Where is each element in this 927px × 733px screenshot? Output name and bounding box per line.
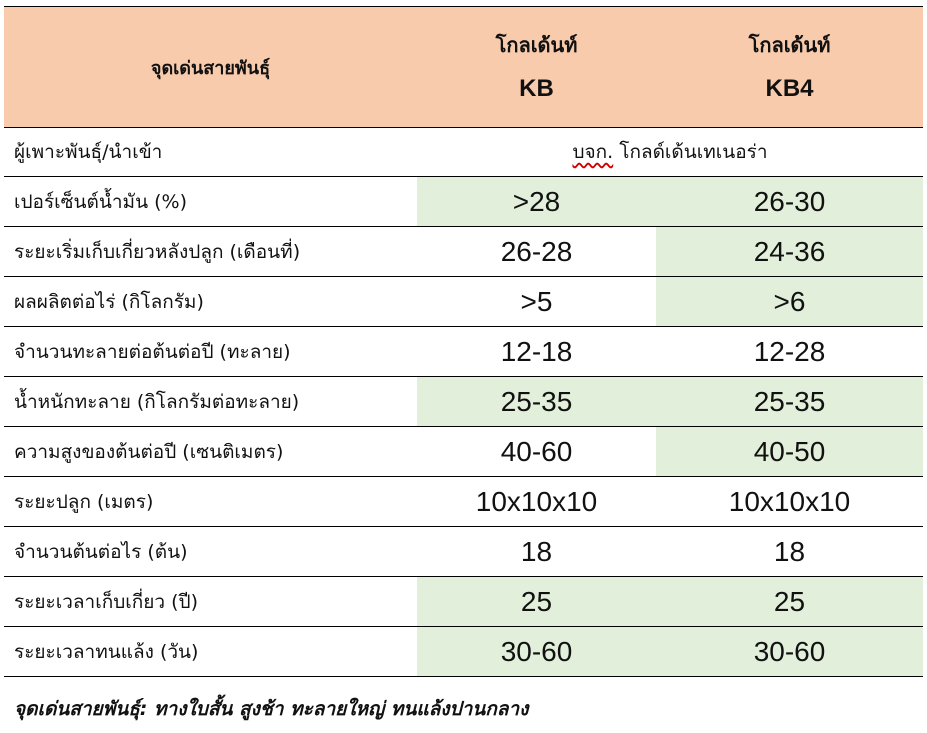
table-row	[4, 527, 923, 577]
value-kb: 18	[417, 527, 656, 577]
value-kb: 10x10x10	[417, 477, 656, 527]
row-label: ระยะปลูก (เมตร)	[4, 477, 417, 527]
breeder-row	[4, 128, 923, 177]
row-label: น้ำหนักทะลาย (กิโลกรัมต่อทะลาย)	[4, 377, 417, 427]
table-row	[4, 477, 923, 527]
value-kb4: 10x10x10	[656, 477, 923, 527]
value-kb: >5	[417, 277, 656, 327]
breeder-label: ผู้เพาะพันธุ์/นำเข้า	[4, 128, 417, 177]
value-kb4: 25-35	[656, 377, 923, 427]
variety-header-kb4	[656, 7, 923, 128]
value-kb: 12-18	[417, 327, 656, 377]
value-kb4: >6	[656, 277, 923, 327]
row-label: ระยะเริ่มเก็บเกี่ยวหลังปลูก (เดือนที่)	[4, 227, 417, 277]
value-kb4: 12-28	[656, 327, 923, 377]
breeder-value	[417, 128, 923, 177]
value-kb4: 40-50	[656, 427, 923, 477]
row-label: จำนวนต้นต่อไร (ต้น)	[4, 527, 417, 577]
table-row	[4, 177, 923, 227]
value-kb4: 25	[656, 577, 923, 627]
variety-kb4-code: KB4	[765, 75, 814, 102]
variety-kb4-brand: โกลเด้นท์	[748, 33, 831, 57]
table-row	[4, 377, 923, 427]
variety-comparison-table	[4, 6, 923, 677]
value-kb4: 30-60	[656, 627, 923, 677]
value-kb: 26-28	[417, 227, 656, 277]
table-row	[4, 627, 923, 677]
value-kb: 40-60	[417, 427, 656, 477]
table-row	[4, 427, 923, 477]
value-kb4: 26-30	[656, 177, 923, 227]
table-row	[4, 277, 923, 327]
value-kb4: 24-36	[656, 227, 923, 277]
value-kb: 25-35	[417, 377, 656, 427]
value-kb: 25	[417, 577, 656, 627]
row-label: ระยะเวลาเก็บเกี่ยว (ปี)	[4, 577, 417, 627]
row-label: เปอร์เซ็นต์น้ำมัน (%)	[4, 177, 417, 227]
value-kb: 30-60	[417, 627, 656, 677]
row-label: ผลผลิตต่อไร่ (กิโลกรัม)	[4, 277, 417, 327]
variety-kb-brand: โกลเด้นท์	[495, 33, 578, 57]
table-row	[4, 577, 923, 627]
value-kb4: 18	[656, 527, 923, 577]
variety-kb-code: KB	[519, 75, 554, 102]
footnote: จุดเด่นสายพันธุ์: ทางใบสั้น สูงช้า ทะลายใหญ่ ทนแล้งปานกลาง	[14, 698, 529, 720]
breeder-company-name: โกลด์เด้นเทเนอร่า	[613, 141, 768, 163]
row-label: ระยะเวลาทนแล้ง (วัน)	[4, 627, 417, 677]
breeder-company-prefix: บจก.	[572, 141, 614, 163]
data-rows	[4, 177, 923, 677]
table-header-row	[4, 7, 923, 128]
value-kb: >28	[417, 177, 656, 227]
feature-column-header: จุดเด่นสายพันธุ์	[4, 7, 417, 128]
variety-header-kb	[417, 7, 656, 128]
table-row	[4, 327, 923, 377]
table-row	[4, 227, 923, 277]
row-label: ความสูงของต้นต่อปี (เซนติเมตร)	[4, 427, 417, 477]
row-label: จำนวนทะลายต่อต้นต่อปี (ทะลาย)	[4, 327, 417, 377]
